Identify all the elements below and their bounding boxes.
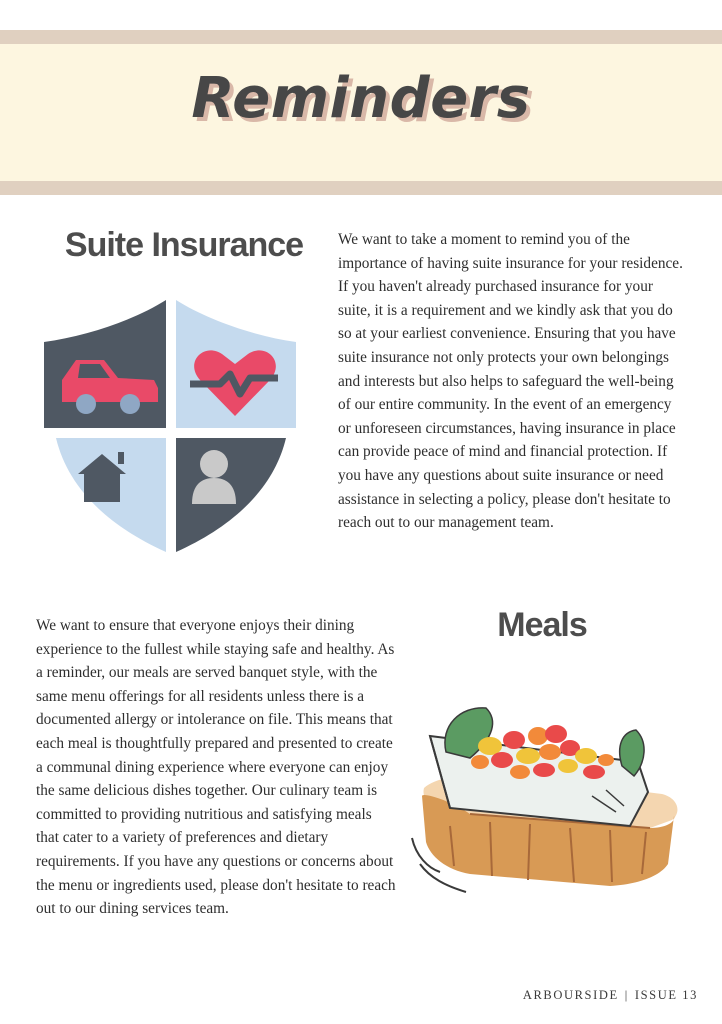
meals-body: We want to ensure that everyone enjoys their dining experience to the fullest while staying safe and healthy. As a reminder, our meals are served banquet style, with the same menu offerings for all residents unless there is a documented allergy or intolerance on file. This means that each meal is thoughtfully prepared and presented to create a communal dining experience where everyone can enjoy the same delicious dishes together. Our culinary team is committed to providing nutritious and satisfying meals that cater to a variety of preferences and dietary requirements. If you have any questions or concerns about the menu or ingredients used, please don't hesitate to reach out to our dining services team.: [36, 617, 396, 918]
insurance-shield-illustration: [44, 298, 298, 554]
meal-illustration: [410, 696, 685, 902]
footer-publication: ARBOURSIDE: [522, 988, 619, 1002]
footer-separator: |: [624, 988, 629, 1002]
header-band-top: [0, 30, 722, 44]
meals-heading: Meals: [497, 606, 587, 644]
suite-insurance-heading: Suite Insurance: [64, 226, 304, 264]
suite-insurance-body: We want to take a moment to remind you of the importance of having suite insurance for your residence. If you haven't already purchased insurance for your suite, it is a requirement and we kindly ask that you do so at your earliest convenience. Ensuring that you have suite insurance not only protects your own belongings and interests but also helps to safeguard the well-being of our entire community. In the event of an emergency or unforeseen circumstances, having insurance in place can provide peace of mind and financial protection. If you have any questions about suite insurance or need assistance in selecting a policy, please don't hesitate to reach out to our management team.: [338, 231, 683, 532]
page-title: Reminders: [191, 66, 531, 131]
footer-issue: ISSUE 13: [634, 988, 698, 1002]
footer-issue-info: [523, 988, 698, 1003]
header-band-bottom: [0, 181, 722, 195]
